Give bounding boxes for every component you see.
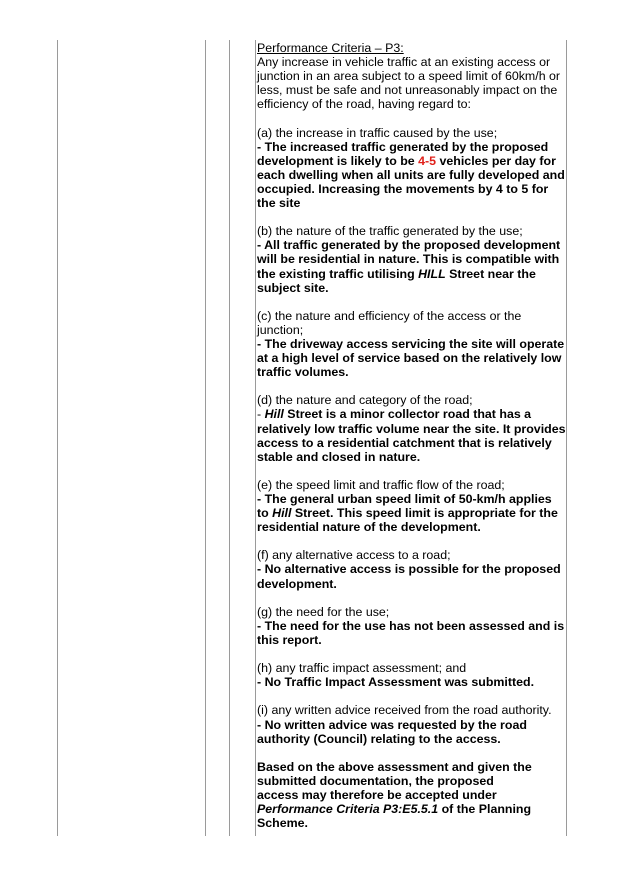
response-e: - The general urban speed limit of 50-km/h applies to Hill Street. This speed limit is appropriate for the residential nature of the development. — [257, 492, 558, 535]
section-e — [257, 478, 566, 534]
criterion-i: (i) any written advice received from the road authority. — [257, 703, 552, 718]
section-g — [257, 605, 566, 647]
table-border-col2 — [205, 40, 206, 836]
table-border-right — [566, 40, 567, 836]
conclusion-line3: Performance Criteria P3:E5.5.1 of the Planning Scheme. — [257, 802, 532, 831]
table-border-col3 — [229, 40, 230, 836]
section-b — [257, 224, 566, 294]
criteria-cell — [257, 41, 566, 830]
criterion-a: (a) the increase in traffic caused by the use; — [257, 125, 498, 140]
section-f — [257, 548, 566, 590]
criterion-d: (d) the nature and category of the road; — [257, 393, 473, 408]
conclusion-line2: access may therefore be accepted under — [257, 787, 497, 802]
response-d: - Hill Street is a minor collector road that has a relatively low traffic volume near the site. It provides access to a residential catchment that is relatively stable and closed in nature. — [257, 407, 566, 464]
response-c: - The driveway access servicing the site will operate at a high level of service based on the relatively low traffic volumes. — [257, 336, 565, 380]
response-b: - All traffic generated by the proposed development will be residential in nature. This is compatible with the existing traffic utilising HILL Street near the subject site. — [257, 238, 561, 295]
conclusion-line1: Based on the above assessment and given the submitted documentation, the proposed — [257, 759, 532, 788]
criterion-c: (c) the nature and efficiency of the access or the junction; — [257, 308, 522, 337]
criterion-g: (g) the need for the use; — [257, 604, 390, 619]
section-i — [257, 703, 566, 745]
criteria-heading: Performance Criteria – P3: — [257, 41, 404, 55]
criterion-b: (b) the nature of the traffic generated by the use; — [257, 224, 523, 239]
criterion-e: (e) the speed limit and traffic flow of the road; — [257, 477, 505, 492]
criterion-h: (h) any traffic impact assessment; and — [257, 661, 467, 676]
response-i: - No written advice was requested by the road authority (Council) relating to the access. — [257, 717, 527, 746]
table-border-col4 — [255, 40, 256, 836]
vehicle-count-highlight: 4-5 — [418, 153, 437, 168]
section-h — [257, 661, 566, 689]
conclusion — [257, 760, 566, 830]
criteria-intro: Any increase in vehicle traffic at an existing access or junction in an area subject to a speed limit of 60km/h or less, must be safe and not unreasonably impact on the efficiency of the road, having regard to: — [257, 55, 561, 112]
table-border-left — [57, 40, 58, 836]
section-d — [257, 393, 566, 463]
response-f: - No alternative access is possible for the proposed development. — [257, 562, 561, 591]
response-h: - No Traffic Impact Assessment was submitted. — [257, 675, 535, 690]
section-c — [257, 309, 566, 379]
response-a: - The increased traffic generated by the proposed development is likely to be 4-5 vehicles per day for each dwelling when all units are fully developed and occupied. Increasing the movements by 4 to 5 for the site — [257, 139, 565, 211]
criterion-f: (f) any alternative access to a road; — [257, 548, 451, 563]
section-a — [257, 126, 566, 211]
response-g: - The need for the use has not been assessed and is this report. — [257, 618, 565, 647]
